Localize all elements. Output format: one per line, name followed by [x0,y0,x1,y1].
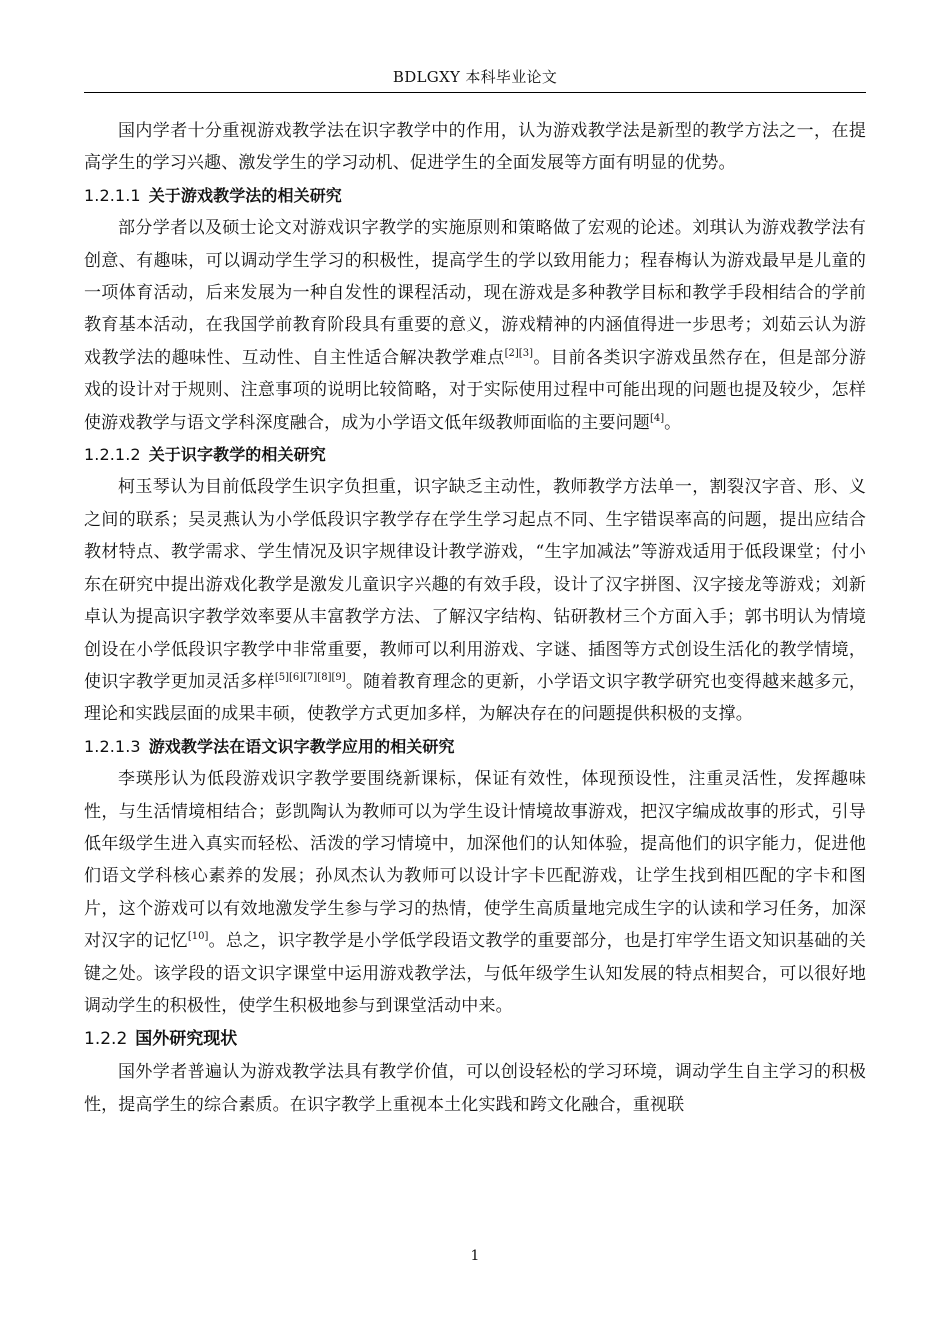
heading-title: 游戏教学法在语文识字教学应用的相关研究 [148,736,455,756]
heading-number: 1.2.1.3 [84,736,141,756]
paragraph-text: 。 [664,412,682,433]
paragraph-1-2-1-2 [84,471,866,730]
heading-1-2-1-3 [84,731,866,763]
intro-paragraph: 国内学者十分重视游戏教学法在识字教学中的作用，认为游戏教学法是新型的教学方法之一，在提高学生的学习兴趣、激发学生的学习动机、促进学生的全面发展等方面有明显的优势。 [84,121,866,174]
heading-1-2-1-1 [84,180,866,212]
page-number: 1 [470,1248,480,1264]
paragraph-text: 部分学者以及硕士论文对游戏识字教学的实施原则和策略做了宏观的论述。刘琪认为游戏教学法有创意、有趣味，可以调动学生学习的积极性，提高学生的学以致用能力；程春梅认为游戏最早是儿童的一项体育活动，后来发展为一种自发性的课程活动，现在游戏是多种教学目标和教学手段相结合的学前教育基本活动，在我国学前教育阶段具有重要的意义，游戏精神的内涵值得进一步思考；刘茹云认为游戏教学法的趣味性、互动性、自主性适合解决教学难点 [84,218,866,368]
paragraph-text: 国外学者普遍认为游戏教学法具有教学价值，可以创设轻松的学习环境，调动学生自主学习的积极性，提高学生的综合素质。在识字教学上重视本土化实践和跨文化融合，重视联 [84,1062,866,1115]
body-content [84,115,866,1121]
heading-1-2-1-2 [84,439,866,471]
citation: [5][6][7][8][9] [274,671,346,683]
paragraph-text: 。总之，识字教学是小学低学段语文教学的重要部分，也是打牢学生语文知识基础的关键之处。该学段的语文识字课堂中运用游戏教学法，与低年级学生认知发展的特点相契合，可以很好地调动学生的积极性，使学生积极地参与到课堂活动中来。 [84,931,866,1016]
heading-1-2-2 [84,1022,866,1056]
heading-title: 关于游戏教学法的相关研究 [148,185,342,205]
header-rule [84,92,866,93]
paragraph-1-2-1-3 [84,763,866,1022]
citation: [10] [187,931,209,943]
heading-number: 1.2.1.2 [84,445,141,465]
heading-number: 1.2.1.1 [84,185,141,205]
paragraph-1-2-1-1 [84,212,866,439]
paragraph-text: 李瑛彤认为低段游戏识字教学要围绕新课标，保证有效性，体现预设性，注重灵活性，发挥趣味性，与生活情境相结合；彭凯陶认为教师可以为学生设计情境故事游戏，把汉字编成故事的形式，引导低年级学生进入真实而轻松、活泼的学习情境中，加深他们的认知体验，提高他们的识字能力，促进他们语文学科核心素养的发展；孙凤杰认为教师可以设计字卡匹配游戏，让学生找到相匹配的字卡和图片，这个游戏可以有效地激发学生参与学习的热情，使学生高质量地完成生字的认读和学习任务，加深对汉字的记忆 [84,769,866,952]
paragraph-text: 柯玉琴认为目前低段学生识字负担重，识字缺乏主动性，教师教学方法单一，割裂汉字音、形、义之间的联系；吴灵燕认为小学低段识字教学存在学生学习起点不同、生字错误率高的问题，提出应结合教材特点、教学需求、学生情况及识字规律设计教学游戏，“生字加减法”等游戏适用于低段课堂；付小东在研究中提出游戏化教学是激发儿童识字兴趣的有效手段，设计了汉字拼图、汉字接龙等游戏；刘新卓认为提高识字教学效率要从丰富教学方法、了解汉字结构、钻研教材三个方面入手；郭书明认为情境创设在小学低段识字教学中非常重要，教师可以利用游戏、字谜、插图等方式创设生活化的教学情境，使识字教学更加灵活多样 [84,477,866,692]
citation: [4] [649,412,665,424]
paragraph-text: 。目前各类识字游戏虽然存在，但是部分游戏的设计对于规则、注意事项的说明比较简略，对于实际使用过程中可能出现的问题也提及较少，怎样使游戏教学与语文学科深度融合，成为小学语文低年级教师面临的主要问题 [84,347,866,433]
paragraph-1-2-2 [84,1056,866,1121]
running-header: BDLGXY 本科毕业论文 [392,68,558,86]
heading-title: 国外研究现状 [135,1029,238,1050]
heading-number: 1.2.2 [84,1029,128,1050]
citation: [2][3] [504,347,533,359]
paragraph-text: 。随着教育理念的更新，小学语文识字教学研究也变得越来越多元，理论和实践层面的成果丰硕，使教学方式更加多样，为解决存在的问题提供积极的支撑。 [84,671,867,725]
heading-title: 关于识字教学的相关研究 [148,445,326,465]
